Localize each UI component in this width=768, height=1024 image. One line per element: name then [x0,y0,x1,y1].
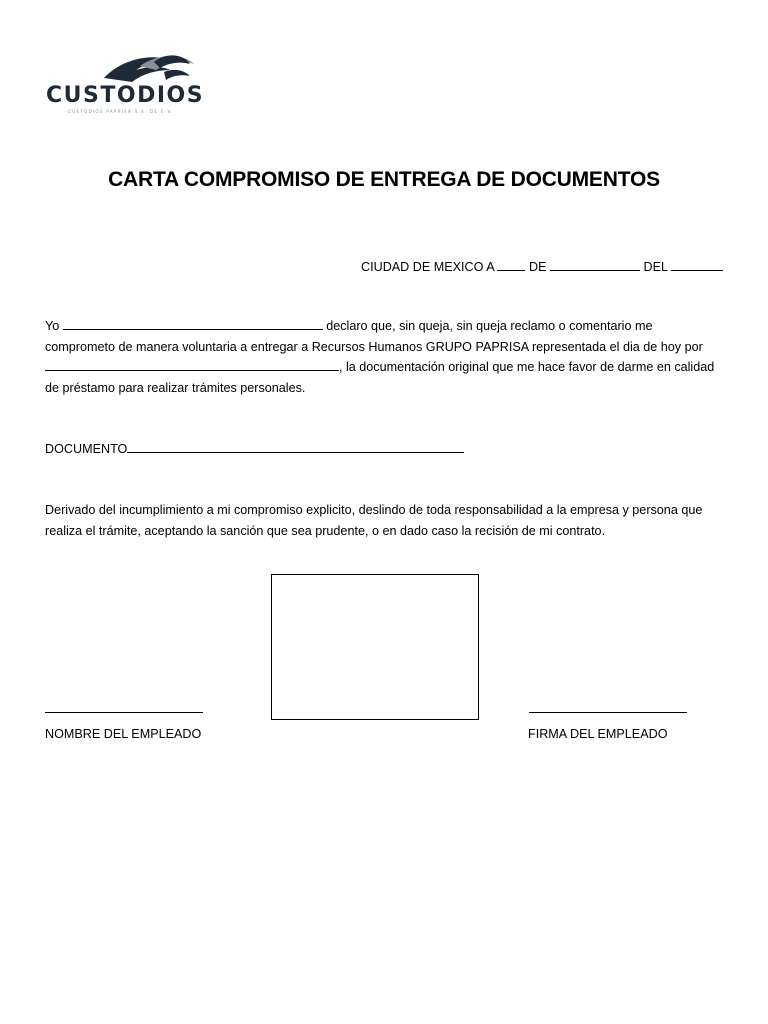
paragraph-part2: , la documentación original que me hace favor de darme en calidad de préstamo para realizar trámites personales. [45,360,715,395]
representative-blank [45,358,339,371]
employee-name-label: NOMBRE DEL EMPLEADO [45,727,202,741]
svg-text:CUSTODIOS: CUSTODIOS [46,83,205,108]
photo-box [271,574,479,720]
employee-signature-label: FIRMA DEL EMPLEADO [528,727,668,741]
date-del: DEL [639,260,671,274]
liability-paragraph: Derivado del incumplimiento a mi compromiso explicito, deslindo de toda responsabilidad a la empresa y persona que realiza el trámite, aceptando la sanción que sea prudente, o en dado caso la recisión de mi contrato. [45,503,703,538]
documento-label: DOCUMENTO [45,442,128,456]
date-prefix: CIUDAD DE MEXICO A [361,260,498,274]
year-blank [671,258,723,271]
date-line [361,258,723,274]
documento-blank [127,440,464,453]
day-blank [497,258,525,271]
paragraph-yo: Yo [45,319,63,333]
company-logo [44,52,230,118]
paragraph-part1: declaro que, sin queja, sin queja reclamo o comentario me comprometo de manera voluntaria a entregar a Recursos Humanos GRUPO PAPRISA representada el dia de hoy por [45,319,703,354]
month-blank [550,258,640,271]
employee-name-blank [63,317,323,330]
document-field [45,440,464,456]
svg-text:CUSTODIOS PAPRISA S.A. DE C.V.: CUSTODIOS PAPRISA S.A. DE C.V. [68,109,174,114]
date-de: DE [525,260,550,274]
document-title: CARTA COMPROMISO DE ENTREGA DE DOCUMENTOS [108,168,660,191]
employee-name-line [45,712,203,713]
eagle-logo-icon [44,52,230,118]
commitment-paragraph [45,316,725,398]
employee-signature-line [529,712,687,713]
